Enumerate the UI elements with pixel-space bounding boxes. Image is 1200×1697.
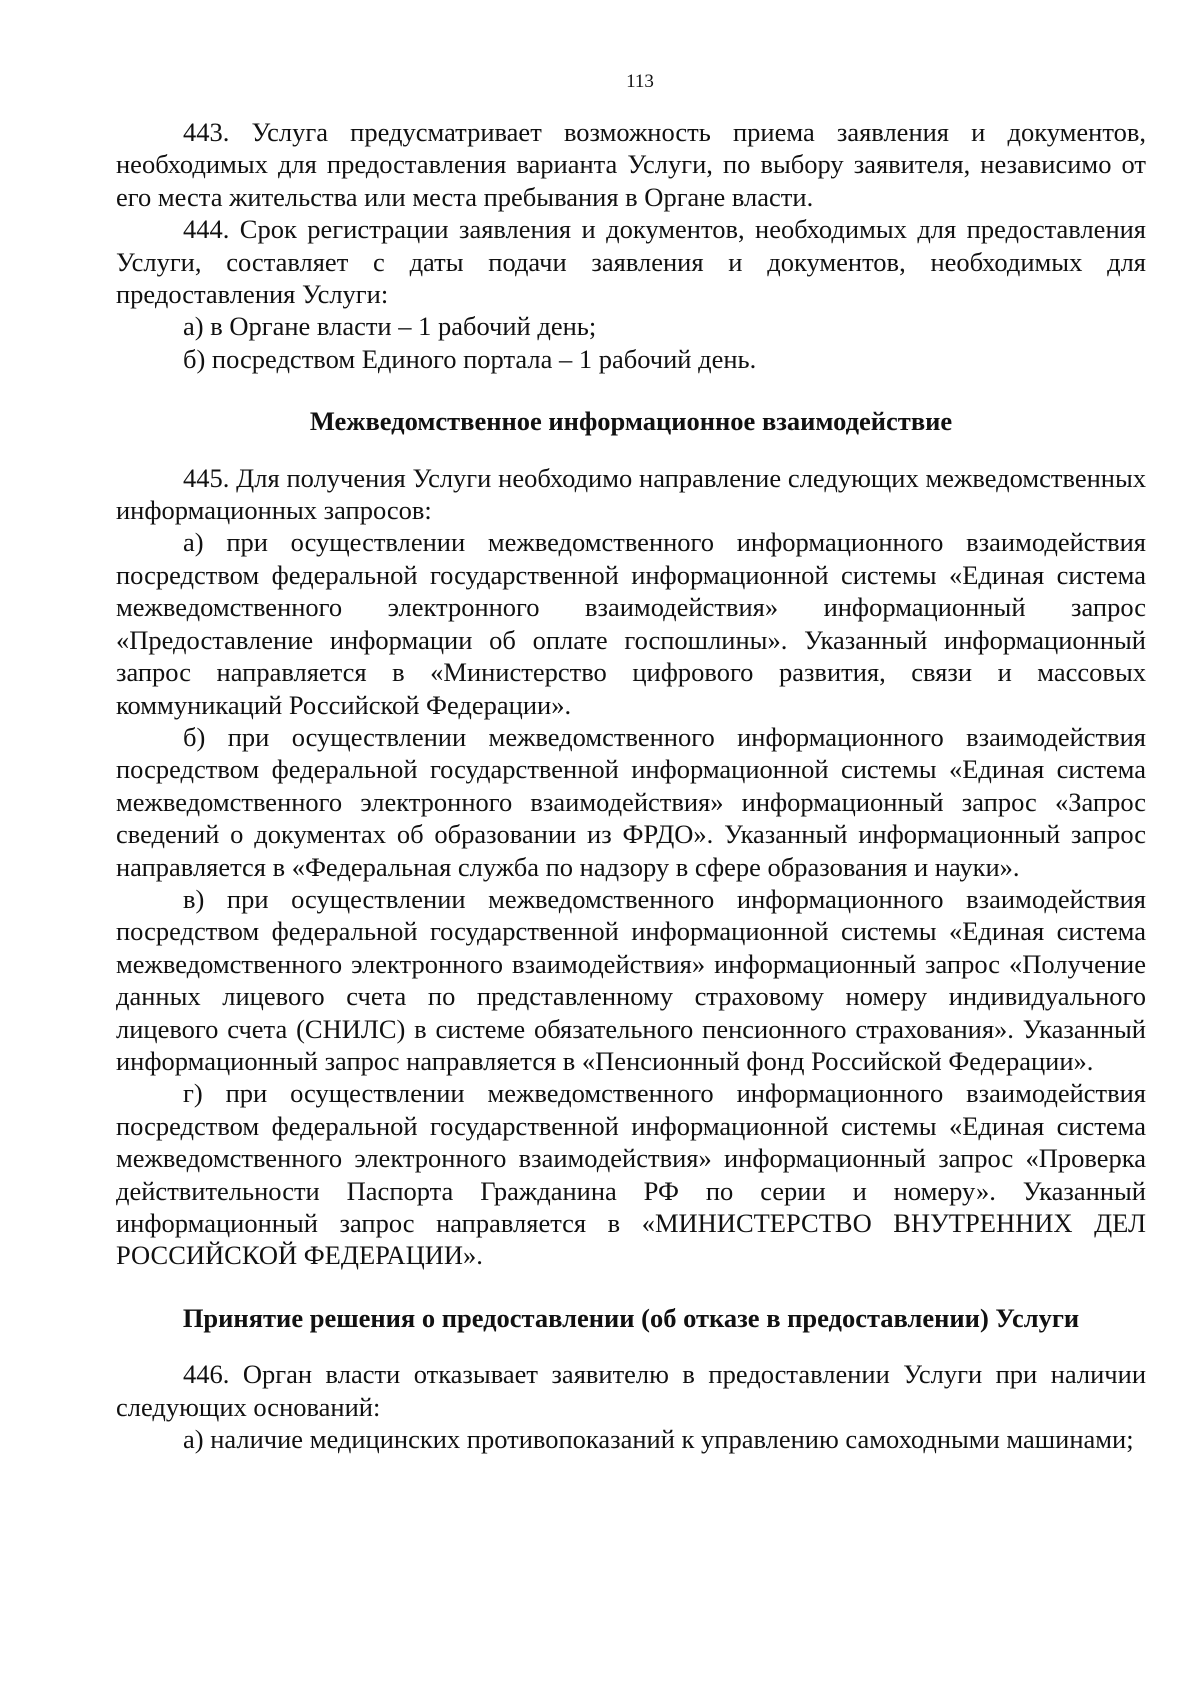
- section-heading-decision: Принятие решения о предоставлении (об отказе в предоставлении) Услуги: [182, 1302, 1080, 1333]
- paragraph-444-a: а) в Органе власти – 1 рабочий день;: [183, 311, 597, 342]
- paragraph-445: 445. Для получения Услуги необходимо направление следующих межведомственных информационных запросов:: [116, 462, 1146, 526]
- page-number: 113: [626, 71, 654, 92]
- paragraph-444-b: б) посредством Единого портала – 1 рабочий день.: [183, 343, 757, 374]
- document-page: [116, 70, 1146, 1670]
- paragraph-445-a: а) при осуществлении межведомственного информационного взаимодействия посредством федеральной государственной информационной системы «Единая система межведомственного электронного взаимодействия» информационный запрос «Предоставление информации об оплате госпошлины». Указанный информационный запрос направляется в «Министерство цифрового развития, связи и массовых коммуникаций Российской Федерации».: [116, 527, 1146, 720]
- section-heading-interagency: Межведомственное информационное взаимодействие: [309, 406, 953, 437]
- paragraph-446-a: а) наличие медицинских противопоказаний к управлению самоходными машинами;: [183, 1424, 1134, 1455]
- paragraph-445-g: г) при осуществлении межведомственного информационного взаимодействия посредством федеральной государственной информационной системы «Единая система межведомственного электронного взаимодействия» информационный запрос «Проверка действительности Паспорта Гражданина РФ по серии и номеру». Указанный информационный запрос направляется в «МИНИСТЕРСТВО ВНУТРЕННИХ ДЕЛ РОССИЙСКОЙ ФЕДЕРАЦИИ».: [116, 1078, 1146, 1271]
- paragraph-443: 443. Услуга предусматривает возможность приема заявления и документов, необходимых для предоставления варианта Услуги, по выбору заявителя, независимо от его места жительства или места пребывания в Органе власти.: [116, 117, 1146, 212]
- paragraph-445-v: в) при осуществлении межведомственного информационного взаимодействия посредством федеральной государственной информационной системы «Единая система межведомственного электронного взаимодействия» информационный запрос «Получение данных лицевого счета по представленному страховому номеру индивидуального лицевого счета (СНИЛС) в системе обязательного пенсионного страхования». Указанный информационный запрос направляется в «Пенсионный фонд Российской Федерации».: [116, 883, 1146, 1076]
- paragraph-445-b: б) при осуществлении межведомственного информационного взаимодействия посредством федеральной государственной информационной системы «Единая система межведомственного электронного взаимодействия» информационный запрос «Запрос сведений о документах об образовании из ФРДО». Указанный информационный запрос направляется в «Федеральная служба по надзору в сфере образования и науки».: [116, 721, 1146, 882]
- paragraph-444: 444. Срок регистрации заявления и документов, необходимых для предоставления Услуги, составляет с даты подачи заявления и документов, необходимых для предоставления Услуги:: [116, 214, 1146, 310]
- paragraph-446: 446. Орган власти отказывает заявителю в предоставлении Услуги при наличии следующих оснований:: [116, 1359, 1146, 1422]
